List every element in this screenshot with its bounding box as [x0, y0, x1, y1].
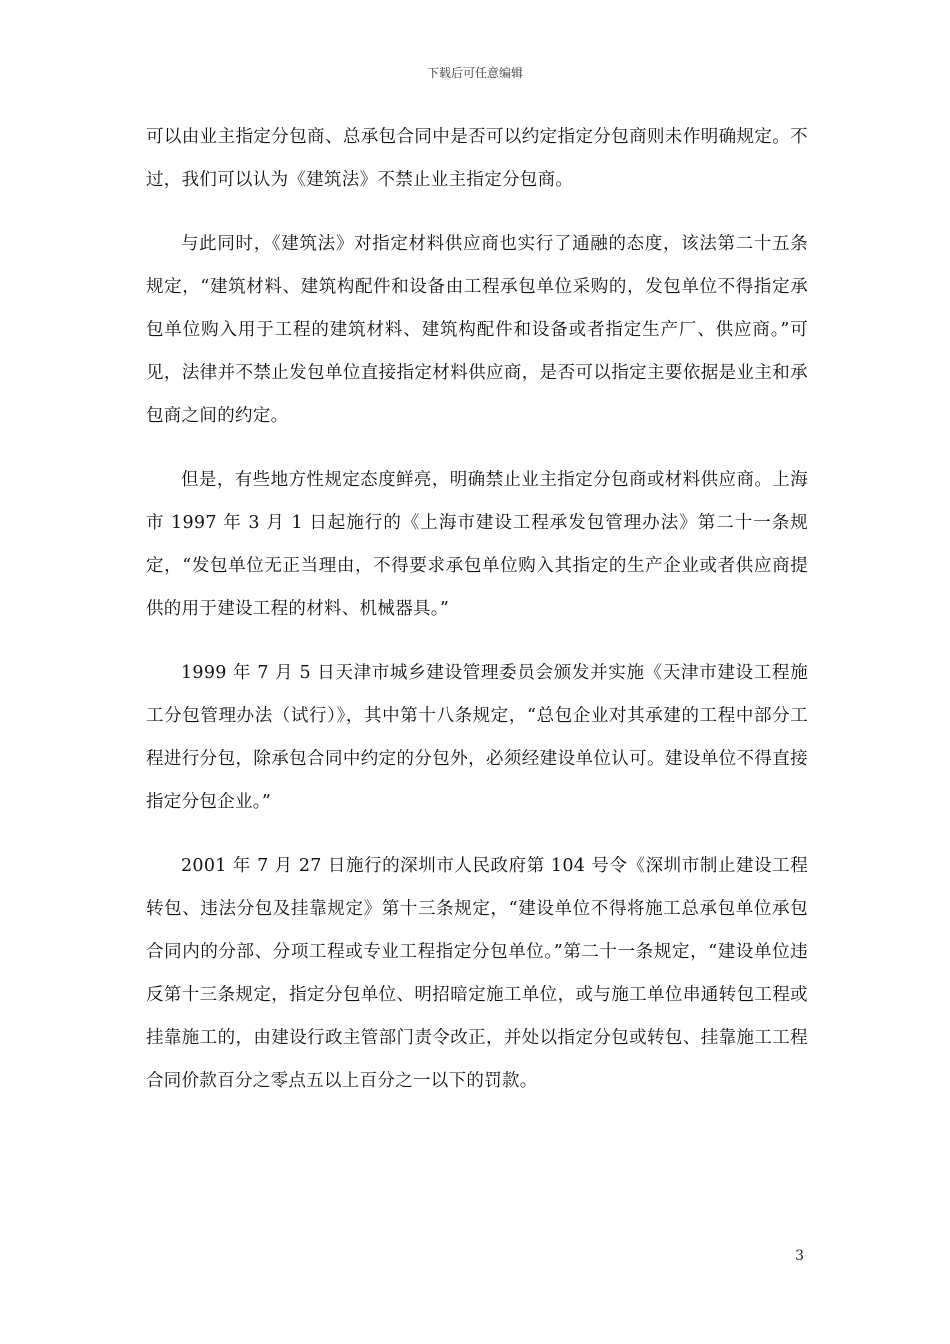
- paragraph-shanghai-regulation: 但是，有些地方性规定态度鲜亮，明确禁止业主指定分包商或材料供应商。上海市 1997 年 3 月 1 日起施行的《上海市建设工程承发包管理办法》第二十一条规定，“发包单位无正当理由，不得要求承包单位购入其指定的生产企业或者供应商提供的用于建设工程的材料、机械器具。”: [146, 470, 808, 619]
- paragraph-continuation: 可以由业主指定分包商、总承包合同中是否可以约定指定分包商则未作明确规定。不过，我们可以认为《建筑法》不禁止业主指定分包商。: [146, 127, 808, 190]
- page-header: 下载后可任意编辑: [426, 66, 523, 80]
- paragraph-shenzhen-regulation: 2001 年 7 月 27 日施行的深圳市人民政府第 104 号令《深圳市制止建设工程转包、违法分包及挂靠规定》第十三条规定，“建设单位不得将施工总承包单位承包合同内的分部、分项工程或专业工程指定分包单位。”第二十一条规定，“建设单位违反第十三条规定，指定分包单位、明招暗定施工单位，或与施工单位串通转包工程或挂靠施工的，由建设行政主管部门责令改正，并处以指定分包或转包、挂靠施工工程合同价款百分之零点五以上百分之一以下的罚款。: [146, 856, 808, 1091]
- paragraph-tianjin-regulation: 1999 年 7 月 5 日天津市城乡建设管理委员会颁发并实施《天津市建设工程施工分包管理办法（试行）》，其中第十八条规定，“总包企业对其承建的工程中部分工程进行分包，除承包合同中约定的分包外，必须经建设单位认可。建设单位不得直接指定分包企业。”: [146, 663, 808, 812]
- paragraph-construction-law-materials: 与此同时，《建筑法》对指定材料供应商也实行了通融的态度，该法第二十五条规定，“建筑材料、建筑构配件和设备由工程承包单位采购的，发包单位不得指定承包单位购入用于工程的建筑材料、建筑构配件和设备或者指定生产厂、供应商。”可见，法律并不禁止发包单位直接指定材料供应商，是否可以指定主要依据是业主和承包商之间的约定。: [146, 234, 808, 426]
- page-number: 3: [795, 1248, 804, 1264]
- document-body: [146, 116, 808, 1103]
